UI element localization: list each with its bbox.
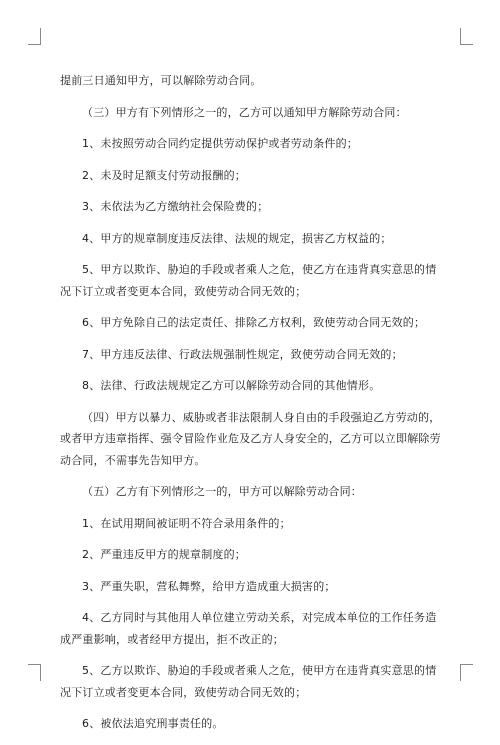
- crop-mark-bottom-left: [28, 664, 41, 681]
- list-item: 7、甲方违反法律、行政法规强制性规定，致使劳动合同无效的；: [82, 347, 403, 361]
- crop-mark-top-left: [28, 28, 41, 45]
- list-item: 2、严重违反甲方的规章制度的；: [82, 548, 246, 561]
- crop-mark-top-right: [460, 28, 473, 45]
- list-item: 5、乙方以欺诈、胁迫的手段或者乘人之危，使甲方在违背真实意思的情况下订立或者变更本合同，致使劳动合同无效的；: [60, 664, 437, 699]
- list-item: 5、甲方以欺诈、胁迫的手段或者乘人之危，使乙方在违背真实意思的情况下订立或者变更本合同，致使劳动合同无效的；: [60, 263, 437, 298]
- section-heading-3: （三）甲方有下列情形之一的，乙方可以通知甲方解除劳动合同：: [82, 105, 407, 119]
- list-item: 4、甲方的规章制度违反法律、法规的规定，损害乙方权益的；: [82, 231, 392, 245]
- list-item: 3、未依法为乙方缴纳社会保险费的；: [82, 200, 269, 213]
- section-heading-5: （五）乙方有下列情形之一的，甲方可以解除劳动合同：: [82, 485, 362, 498]
- list-item: 2、未及时足额支付劳动报酬的；: [82, 168, 246, 182]
- list-item: 4、乙方同时与其他用人单位建立劳动关系，对完成本单位的工作任务造成严重影响，或者经甲方提出，拒不改正的；: [60, 611, 437, 646]
- list-item: 1、未按照劳动合同约定提供劳动保护或者劳动条件的；: [82, 137, 358, 150]
- paragraph-continuation: 提前三日通知甲方，可以解除劳动合同。: [60, 74, 262, 87]
- list-item: 6、被依法追究刑事责任的。: [82, 717, 224, 730]
- list-item: 6、甲方免除自己的法定责任、排除乙方权利，致使劳动合同无效的；: [82, 316, 426, 329]
- list-item: 1、在试用期间被证明不符合录用条件的；: [82, 516, 291, 530]
- list-item: 3、严重失职，营私舞弊，给甲方造成重大损害的；: [82, 579, 336, 593]
- document-body: [60, 70, 442, 745]
- list-item: 8、法律、行政法规规定乙方可以解除劳动合同的其他情形。: [82, 379, 381, 392]
- section-heading-4: （四）甲方以暴力、威胁或者非法限制人身自由的手段强迫乙方劳动的，或者甲方违章指挥、强令冒险作业危及乙方人身安全的，乙方可以立即解除劳动合同，不需事先告知甲方。: [60, 410, 441, 467]
- crop-mark-bottom-right: [460, 664, 473, 681]
